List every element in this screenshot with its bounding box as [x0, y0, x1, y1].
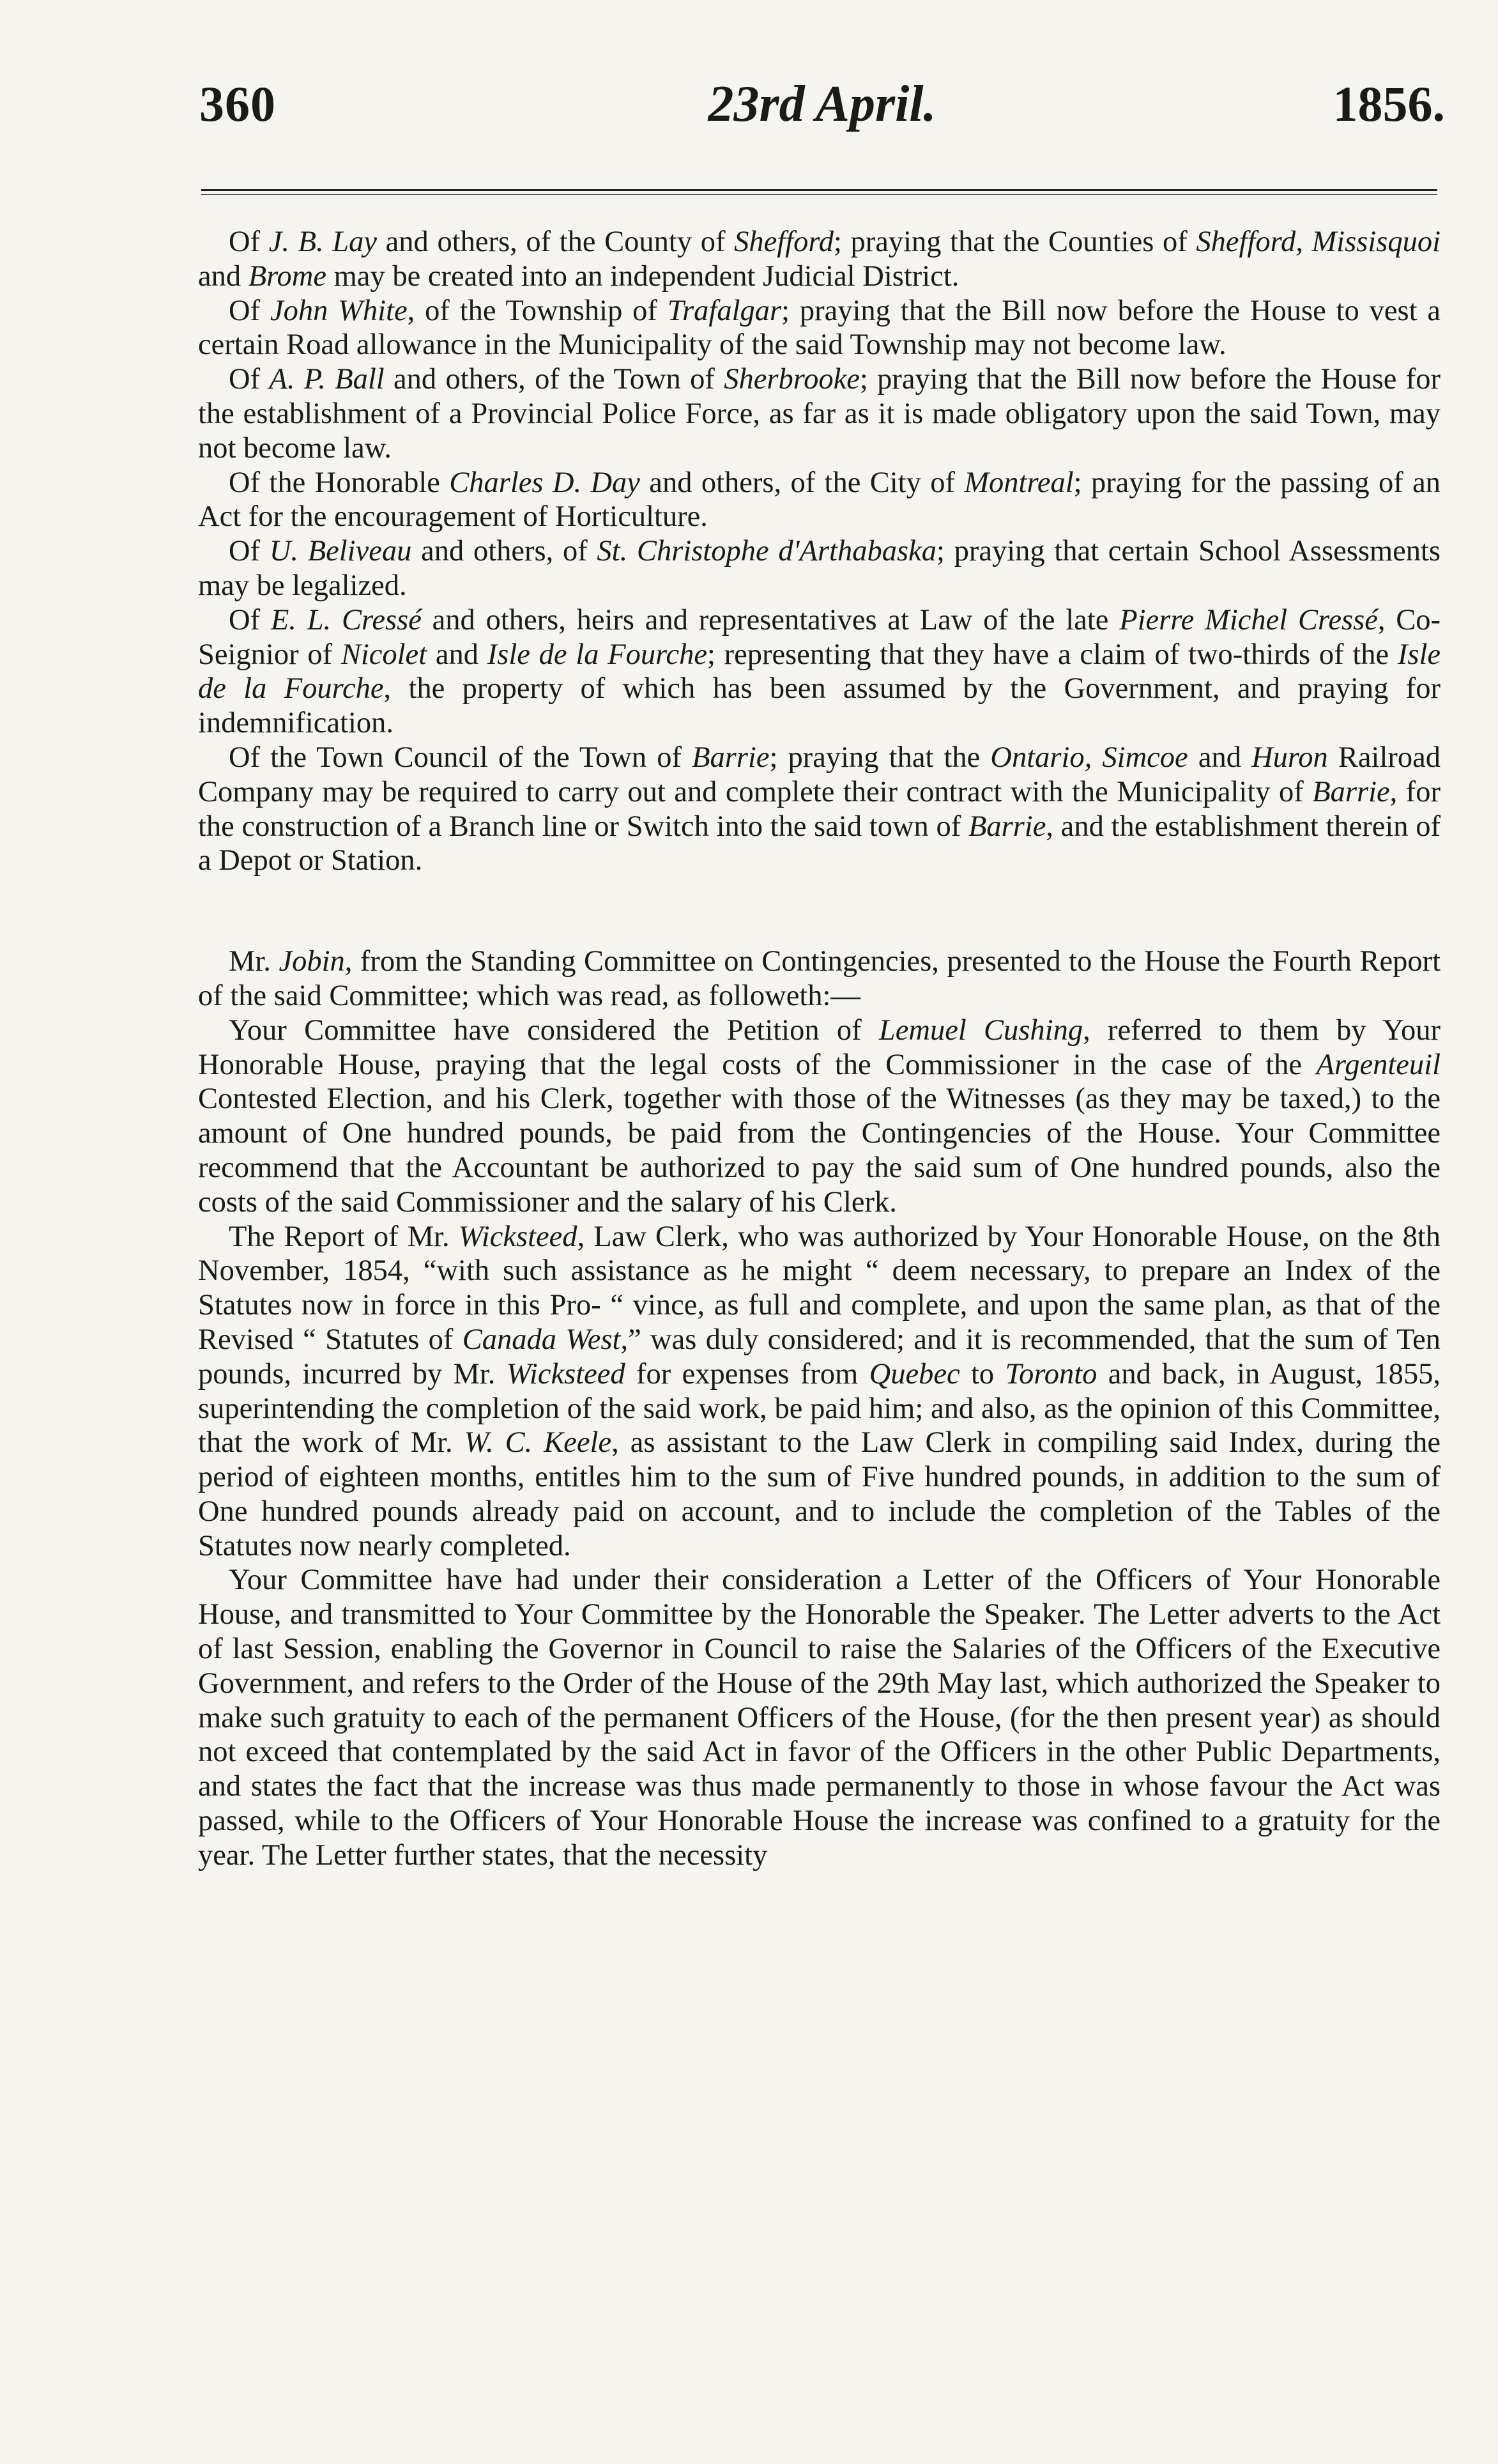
text-run: Railroad Company may be required to carry out and complete their contract with the Municipality of — [198, 741, 1441, 808]
text-run: for expenses from — [625, 1357, 869, 1390]
text-run: may be created into an independent Judicial District. — [326, 259, 959, 293]
text-run: ; praying that certain School Assessments may be legalized. — [198, 535, 1441, 602]
page-header — [199, 75, 1445, 146]
italic-text: Canada West — [462, 1323, 621, 1356]
text-run: , and the establishment therein of a Depot or Station. — [198, 810, 1441, 877]
text-run: Mr. — [229, 945, 279, 978]
running-title-date: 23rd April. — [708, 76, 936, 132]
text-run: Of — [229, 535, 270, 568]
text-run: ; representing that they have a claim of two-thirds of the — [707, 638, 1398, 671]
body-text — [198, 225, 1441, 1873]
italic-text: U. Beliveau — [269, 535, 412, 568]
paragraph — [198, 225, 1441, 294]
italic-text: Trafalgar — [667, 294, 782, 327]
italic-text: Montreal — [964, 466, 1074, 499]
text-run: , of the Township of — [407, 294, 668, 327]
text-run: , for the construction of a Branch line or Switch into the said town of — [198, 775, 1441, 843]
page-number: 360 — [199, 76, 276, 132]
text-run: and others, heirs and representatives at Law of the late — [421, 603, 1120, 636]
text-run: , from the Standing Committee on Contingencies, presented to the House the Fourth Report of the said Committee; which was read, as followeth:— — [198, 945, 1441, 1012]
italic-text: St. Christophe d'Arthabaska — [597, 535, 936, 568]
text-run: ; praying that the Bill now before the House to vest a certain Road allowance in the Municipality of the said Township may not become law. — [198, 294, 1441, 362]
text-run: Of the Honorable — [229, 466, 450, 499]
paragraph — [198, 1563, 1441, 1872]
text-run: ; praying that the Counties of — [833, 226, 1196, 258]
paragraph — [198, 294, 1441, 363]
text-run: and back, in August, 1855, superintending the completion of the said work, be paid him; and also, as the opinion of this Committee, that the work of Mr. — [198, 1357, 1441, 1459]
italic-text: Huron — [1251, 741, 1328, 774]
text-run: Of the Town Council of the Town of — [229, 741, 692, 774]
italic-text: Shefford, Missisquoi — [1196, 226, 1441, 258]
text-run: Of — [229, 226, 269, 258]
text-run: and others, of the County of — [377, 226, 735, 258]
paragraph — [198, 466, 1441, 535]
italic-text: Quebec — [869, 1357, 960, 1390]
italic-text: Lemuel Cushing — [878, 1013, 1083, 1047]
text-run: and — [198, 259, 248, 293]
italic-text: A. P. Ball — [269, 363, 385, 396]
text-run: and — [427, 638, 487, 671]
text-run: Your Committee have considered the Petition of — [229, 1013, 879, 1047]
paragraph — [198, 944, 1441, 1013]
text-run: ; praying for the passing of an Act for the encouragement of Horticulture. — [198, 466, 1441, 534]
text-run: Your Committee have had under their consideration a Letter of the Officers of Your Honorable House, and transmitted to Your Committee by the Honorable the Speaker. The Letter adverts to the Act of last Session, enabling the Governor in Council to raise the Salaries of the Officers of the Executive Government, and refers to the Order of the House of the 29th May last, which authorized the Speaker to make such gratuity to each of the permanent Officers of the House, (for the then present year) as should not exceed that contemplated by the said Act in favor of the Officers in the other Public Departments, and states the fact that the increase was thus made permanently to those in whose favour the Act was passed, while to the Officers of Your Honorable House the increase was confined to a gratuity for the year. The Letter further states, that the necessity — [198, 1564, 1441, 1872]
italic-text: John White — [270, 294, 408, 327]
text-run: , Co-Seignior of — [198, 603, 1441, 671]
italic-text: Charles D. Day — [449, 466, 640, 499]
paragraph — [198, 1220, 1441, 1564]
italic-text: Sherbrooke — [724, 363, 860, 396]
text-run: ; praying that the Bill now before the House for the establishment of a Provincial Police Force, as far as it is made obligatory upon the said Town, may not become law. — [198, 363, 1441, 465]
text-run: and others, of the City of — [639, 466, 965, 499]
text-run: and others, of the Town of — [384, 363, 724, 396]
italic-text: J. B. Lay — [268, 226, 378, 258]
paragraph — [198, 534, 1441, 603]
text-run: Of — [229, 603, 271, 636]
text-run: and others, of — [411, 535, 597, 568]
text-run: Of — [229, 363, 270, 396]
italic-text: Barrie — [692, 741, 770, 774]
italic-text: Jobin — [279, 945, 345, 978]
text-run: , as assistant to the Law Clerk in compiling said Index, during the period of eighteen months, entitles him to the sum of Five hundred pounds, in addition to the sum of One hundred pounds already paid on account, and to include the completion of the Tables of the Statutes now nearly completed. — [198, 1426, 1441, 1562]
text-run: , Law Clerk, who was authorized by Your Honorable House, on the 8th November, 1854, “with such assistance as he might “ deem necessary, to prepare an Index of the Statutes now in force in this Pro- “ vince, as full and complete, and upon the same plan, as that of the Revised “ Statutes of — [198, 1220, 1441, 1356]
italic-text: E. L. Cressé — [270, 603, 422, 636]
italic-text: W. C. Keele — [464, 1426, 612, 1459]
paragraph — [198, 603, 1441, 741]
text-run: to — [959, 1357, 1005, 1390]
italic-text: Barrie — [1312, 775, 1390, 808]
italic-text: Nicolet — [340, 638, 427, 671]
text-run: Contested Election, and his Clerk, together with those of the Witnesses (as they may be taxed,) to the amount of One hundred pounds, be paid from the Contingencies of the House. Your Committee recommend that the Accountant be authorized to pay the said sum of One hundred pounds, also the costs of the said Commissioner and the salary of his Clerk. — [198, 1082, 1441, 1219]
text-run: and — [1188, 741, 1252, 774]
running-title-year: 1856. — [1333, 76, 1445, 132]
text-run: Of — [229, 294, 270, 327]
italic-text: Wicksteed — [458, 1220, 577, 1253]
italic-text: Wicksteed — [506, 1357, 625, 1390]
header-rule-thin — [201, 194, 1437, 195]
italic-text: Isle de la Fourche — [487, 638, 708, 671]
italic-text: Ontario, Simcoe — [990, 741, 1188, 774]
text-run: The Report of Mr. — [229, 1220, 459, 1253]
paragraph — [198, 1013, 1441, 1220]
italic-text: Barrie — [968, 810, 1046, 843]
header-rule — [201, 189, 1437, 191]
italic-text: Shefford — [734, 226, 834, 258]
text-run: ,” was duly considered; and it is recommended, that the sum of Ten pounds, incurred by Mr. — [198, 1323, 1441, 1390]
paragraph — [198, 362, 1441, 465]
italic-text: Pierre Michel Cressé — [1119, 603, 1378, 636]
italic-text: Argenteuil — [1316, 1048, 1441, 1081]
italic-text: Brome — [248, 259, 327, 293]
italic-text: Isle de la Fourche — [198, 638, 1441, 705]
text-run: ; praying that the — [769, 741, 991, 774]
paragraph — [198, 741, 1441, 878]
italic-text: Toronto — [1005, 1357, 1097, 1390]
text-run: , the property of which has been assumed by the Government, and praying for indemnification. — [198, 672, 1441, 740]
text-run: , referred to them by Your Honorable House, praying that the legal costs of the Commissioner in the case of the — [198, 1013, 1441, 1081]
